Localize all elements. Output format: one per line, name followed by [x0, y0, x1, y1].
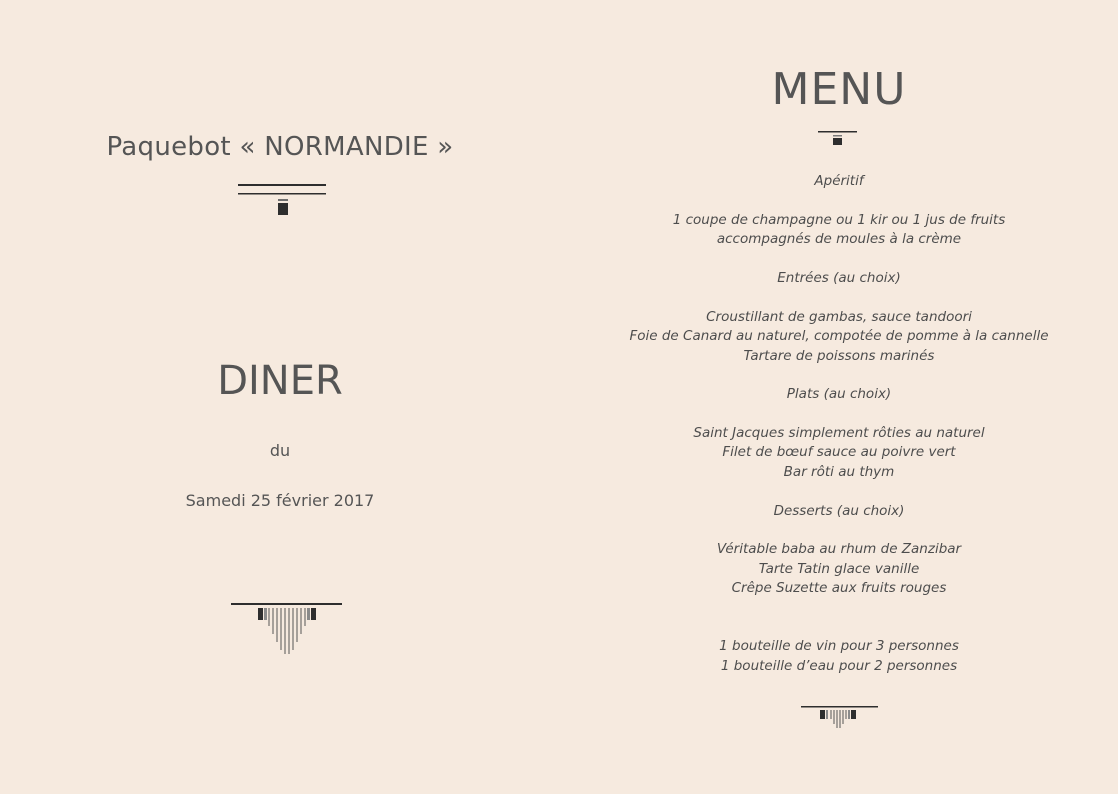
- menu-item: Bar rôti au thym: [783, 463, 895, 480]
- section-heading-entrees: Entrées (au choix): [777, 269, 901, 286]
- menu-item: Véritable baba au rhum de Zanzibar: [716, 541, 962, 558]
- right-page: [560, 0, 1118, 794]
- art-deco-ornament-bottom: [230, 602, 344, 658]
- menu-title-ornament: [818, 130, 858, 146]
- dinner-title: DINER: [217, 358, 343, 404]
- menu-item: Tartare de poissons marinés: [743, 347, 935, 364]
- du-label: du: [269, 441, 291, 460]
- menu-item: Saint Jacques simplement rôties au naturel: [693, 425, 985, 442]
- menu-title: MENU: [771, 64, 907, 115]
- drink-item: 1 bouteille de vin pour 3 personnes: [719, 638, 959, 655]
- menu-item: Crêpe Suzette aux fruits rouges: [731, 580, 947, 597]
- section-heading-plats: Plats (au choix): [786, 386, 892, 403]
- menu-bottom-ornament: [800, 705, 880, 731]
- menu-item: Filet de bœuf sauce au poivre vert: [722, 444, 956, 461]
- dinner-date: Samedi 25 février 2017: [185, 491, 375, 510]
- menu-item: Foie de Canard au naturel, compotée de pomme à la cannelle: [629, 328, 1049, 345]
- menu-item: Tarte Tatin glace vanille: [758, 560, 920, 577]
- menu-item: 1 coupe de champagne ou 1 kir ou 1 jus de fruits: [672, 211, 1006, 228]
- art-deco-ornament-top: [238, 183, 328, 217]
- menu-list: [560, 172, 1118, 676]
- section-heading-aperitif: Apéritif: [814, 173, 864, 189]
- drink-item: 1 bouteille d’eau pour 2 personnes: [720, 657, 958, 674]
- ship-name: Paquebot « NORMANDIE »: [106, 132, 454, 162]
- menu-item: accompagnés de moules à la crème: [716, 231, 962, 248]
- menu-item: Croustillant de gambas, sauce tandoori: [706, 308, 972, 325]
- section-heading-desserts: Desserts (au choix): [773, 502, 905, 519]
